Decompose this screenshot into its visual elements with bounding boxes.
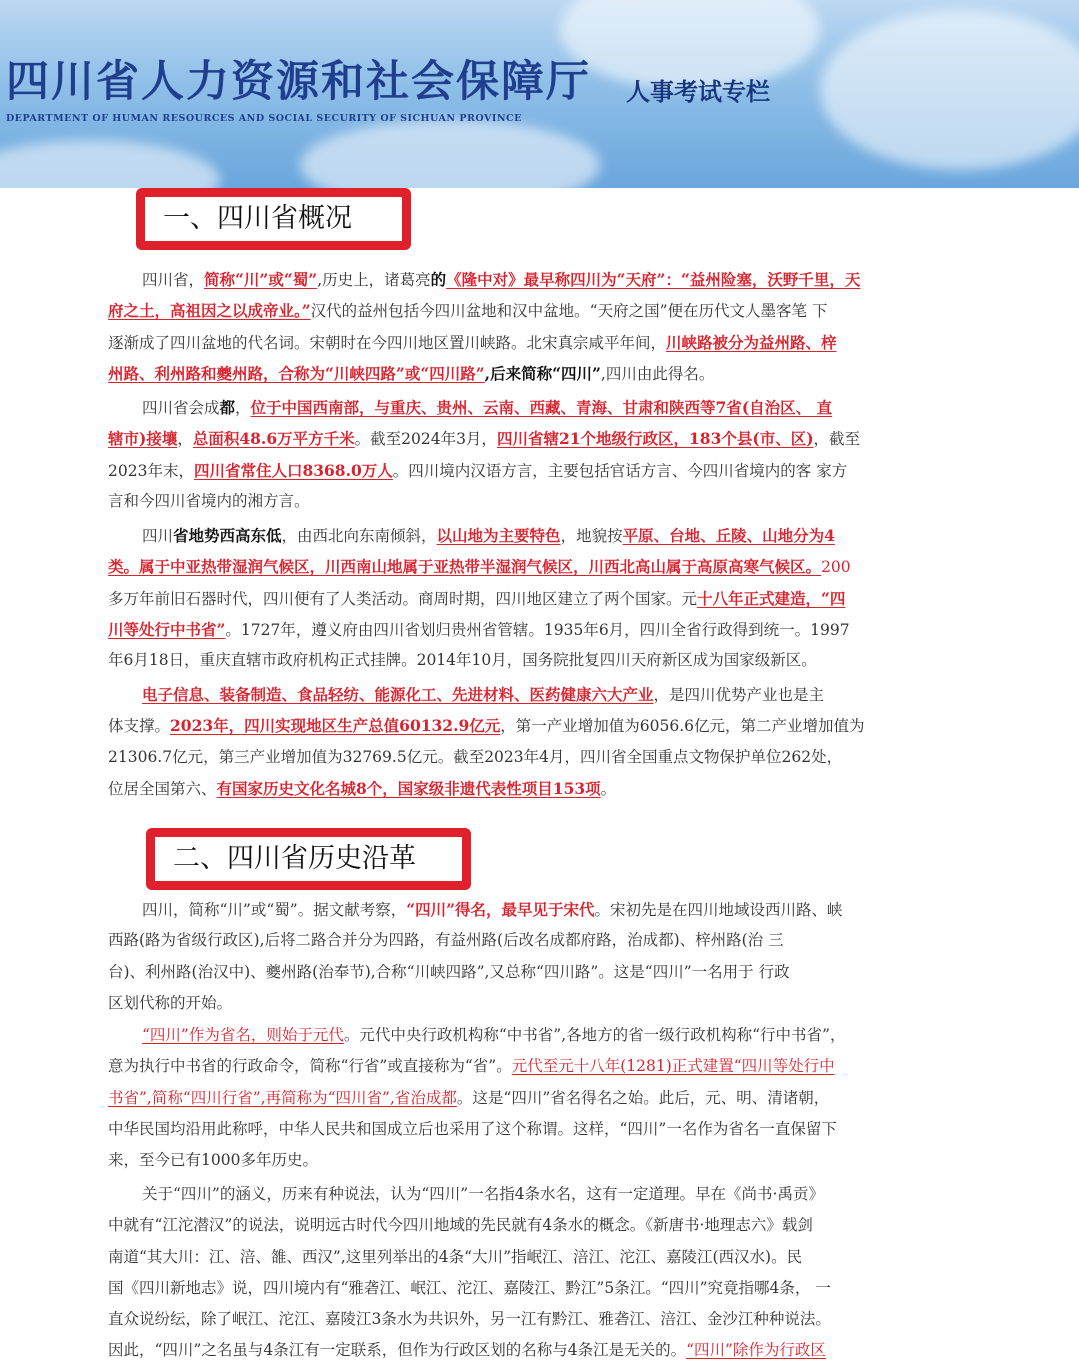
text-line: 西路(路为省级行政区),后将二路合并分为四路，有益州路(后改名成都府路，治成都)、梓州路(治 三 (108, 931, 784, 950)
text-line: 四川省地势西高东低，由西北向东南倾斜，以山地为主要特色，地貌按平原、台地、丘陵、山地分为4 (142, 526, 835, 545)
text-line: 四川省，简称“川”或“蜀”,历史上，诸葛亮的《隆中对》最早称四川为“天府”：“益州险塞，沃野千里，天 (142, 270, 861, 289)
section2-paragraph-1 (108, 894, 976, 1019)
header-banner (0, 0, 1079, 188)
text-line: 关于“四川”的涵义，历来有种说法，认为“四川”一名指4条水名，这有一定道理。早在《尚书·禹贡》 (142, 1185, 824, 1203)
text-line: 多万年前旧石器时代，四川便有了人类活动。商周时期，四川地区建立了两个国家。元十八年正式建造，“四 (108, 588, 846, 608)
text-line: 位居全国第六、有国家历史文化名城8个，国家级非遗代表性项目153项。 (108, 778, 617, 798)
text-line: 区划代称的开始。 (108, 993, 233, 1012)
text-line: 意为执行中书省的行政命令，简称“行省”或直接称为“省”。元代至元十八年(1281)正式建置“四川等处行中 (108, 1057, 835, 1076)
text-line: 来，至今已有1000多年历史。 (108, 1151, 318, 1170)
section1-paragraph-1 (108, 264, 976, 389)
text-line: 国《四川新地志》说，四川境内有“雅砻江、岷江、沱江、嘉陵江、黔江”5条江。“四川”究竟指哪4条， 一 (108, 1278, 831, 1297)
text-line: 四川省会成都，位于中国西南部，与重庆、贵州、云南、西藏、青海、甘肃和陕西等7省(自治区、 直 (142, 398, 833, 417)
section1-paragraph-4 (108, 679, 976, 804)
text-line: “四川”作为省名，则始于元代。元代中央行政机构称“中书省”,各地方的省一级行政机构称“行中书省”， (142, 1026, 846, 1044)
text-line: 州路、利州路和夔州路，合称为“川峡四路”或“四川路”,后来简称“四川”,四川由此得名。 (108, 363, 715, 383)
text-line: 21306.7亿元，第三产业增加值为32769.5亿元。截至2023年4月，四川省全国重点文物保护单位262处， (108, 747, 843, 766)
text-line: 辖市)接壤，总面积48.6万平方千米。截至2024年3月，四川省辖21个地级行政区，183个县(市、区)，截至 (108, 429, 861, 449)
text-line: 四川，简称“川”或“蜀”。据文献考察，“四川”得名，最早见于宋代。宋初先是在四川地域设西川路、峡 (142, 900, 843, 919)
section2-heading: 二、四川省历史沿革 (146, 828, 471, 890)
section1-paragraph-3 (108, 520, 976, 676)
text-line: 2023年末，四川省常住人口8368.0万人。四川境内汉语方言，主要包括官话方言、今四川省境内的客 家方 (108, 460, 848, 480)
text-line: 川等处行中书省”。1727年，遵义府由四川省划归贵州省管辖。1935年6月，四川全省行政得到统一。1997 (108, 619, 850, 639)
department-title: 四川省人力资源和社会保障厅 (6, 57, 591, 107)
column-title: 人事考试专栏 (626, 77, 770, 106)
section1-paragraph-2 (108, 392, 976, 517)
text-line: 书省”,简称“四川行省”,再简称为“四川省”,省治成都。这是“四川”省名得名之始。此后，元、明、清诸朝， (108, 1088, 830, 1107)
text-line: 中就有“江沱潜汉”的说法，说明远古时代今四川地域的先民就有4条水的概念。《新唐书·地理志六》载剑 (108, 1216, 813, 1235)
text-line: 言和今四川省境内的湘方言。 (108, 491, 310, 510)
text-line: 体支撑。2023年，四川实现地区生产总值60132.9亿元，第一产业增加值为6056.6亿元，第二产业增加值为 (108, 716, 865, 736)
text-line: 逐渐成了四川盆地的代名词。宋朝时在今四川地区置川峡路。北宋真宗咸平年间，川峡路被分为益州路、梓 (108, 332, 837, 352)
text-line: 年6月18日，重庆直辖市政府机构正式挂牌。2014年10月，国务院批复四川天府新区成为国家级新区。 (108, 651, 817, 670)
text-line: 中华民国均沿用此称呼，中华人民共和国成立后也采用了这个称谓。这样，“四川”一名作为省名一直保留下 (108, 1119, 837, 1138)
text-line: 因此，“四川”之名虽与4条江有一定联系，但作为行政区划的名称与4条江是无关的。“四川”除作为行政区 (108, 1341, 826, 1360)
text-line: 直众说纷纭，除了岷江、沱江、嘉陵江3条水为共识外，另一江有黔江、雅砻江、涪江、金沙江种种说法。 (108, 1310, 831, 1329)
section2-paragraph-3 (108, 1179, 976, 1367)
section1-heading: 一、四川省概况 (136, 188, 411, 250)
department-subtitle: DEPARTMENT OF HUMAN RESOURCES AND SOCIAL SECURITY OF SICHUAN PROVINCE (6, 113, 522, 124)
text-line: 类。属于中亚热带湿润气候区，川西南山地属于亚热带半湿润气候区，川西北高山属于高原高寒气候区。200 (108, 557, 851, 577)
text-line: 府之土，高祖因之以成帝业。”汉代的益州包括今四川盆地和汉中盆地。“天府之国”便在历代文人墨客笔 下 (108, 301, 828, 321)
text-line: 台)、利州路(治汉中)、夔州路(治奉节),合称“川峡四路”,又总称“四川路”。这是“四川”一名用于 行政 (108, 962, 790, 981)
text-line: 南道“其大川：江、涪、雒、西汉”,这里列举出的4条“大川”指岷江、涪江、沱江、嘉陵江(西汉水)。民 (108, 1247, 803, 1266)
text-line: 电子信息、装备制造、食品轻纺、能源化工、先进材料、医药健康六大产业，是四川优势产业也是主 (142, 685, 825, 704)
section2-paragraph-2 (108, 1020, 976, 1176)
